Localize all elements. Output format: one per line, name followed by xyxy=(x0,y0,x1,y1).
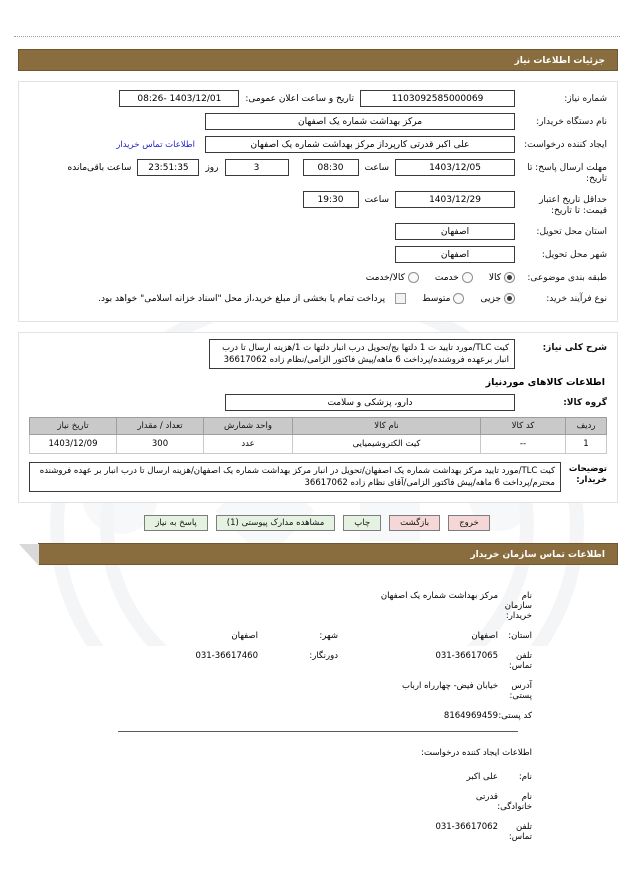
remaining-days-field: 3 xyxy=(225,159,289,176)
radio-subject-khedmat[interactable] xyxy=(462,272,473,283)
need-summary-field[interactable]: کیت TLC/مورد تایید ت 1 دلتها بج/تحویل درب انبار دلتها ت 1/هزینه ارسال تا درب انبار برعهده فروشنده/پرداخت 6 ماهه/پیش فاکتور الزامی/نظام زاده 36617062 xyxy=(209,339,515,369)
row-buyer-comments xyxy=(29,462,607,492)
row-need-number xyxy=(29,90,607,107)
row-response-deadline xyxy=(29,159,607,185)
print-button[interactable]: چاپ xyxy=(343,515,381,531)
radio-purchase-jozii[interactable] xyxy=(504,293,515,304)
radio-purchase-motavaset-label: متوسط xyxy=(422,293,451,304)
treasury-checkbox-label: پرداخت تمام یا بخشی از مبلغ خرید،از محل "اسناد خزانه اسلامی" خواهد بود. xyxy=(98,293,386,304)
radio-subject-kala[interactable] xyxy=(504,272,515,283)
buyer-org-label: نام دستگاه خریدار: xyxy=(536,117,607,127)
purchase-type-label: نوع فرآیند خرید: xyxy=(546,294,607,304)
row-purchase-type xyxy=(29,290,607,305)
need-number-label: شماره نیاز: xyxy=(564,94,607,104)
days-label: روز xyxy=(205,163,219,173)
hour-label-1: ساعت xyxy=(364,163,389,173)
goods-table-header-row xyxy=(30,418,607,435)
price-validity-time-field[interactable]: 19:30 xyxy=(303,191,359,208)
buyer-org-field[interactable]: مرکز بهداشت شماره یک اصفهان xyxy=(205,113,515,130)
radio-subject-kala-khedmat-label: کالا/خدمت xyxy=(365,272,405,283)
cell-name: کیت الکتروشیمیایی xyxy=(293,435,481,454)
price-validity-date-field[interactable]: 1403/12/29 xyxy=(395,191,515,208)
buyer-comments-field[interactable]: کیت TLC/مورد تایید مرکز بهداشت شماره یک اصفهان/تحویل در انبار مرکز بهداشت شماره یک اصفهان/هزینه ارسال تا درب انبار بر عهده فروشنده محترم/پرداخت 6 ماهه/پیش فاکتور الزامی/آقای نظام زاده 36617062 xyxy=(29,462,561,492)
creator-phone-label: تلفن تماس: xyxy=(508,822,532,842)
creator-last-name-label: نام خانوادگی: xyxy=(497,792,532,812)
buyer-contact-title: اطلاعات تماس سازمان خریدار xyxy=(470,550,605,560)
buyer-comments-label: توضیحات خریدار: xyxy=(568,464,607,485)
delivery-province-label: استان محل تحویل: xyxy=(536,227,607,237)
row-province-city xyxy=(18,631,618,641)
radio-subject-kala-khedmat[interactable] xyxy=(408,272,419,283)
col-unit: واحد شمارش xyxy=(204,418,293,435)
top-divider xyxy=(14,36,620,37)
row-phone-fax xyxy=(18,651,618,671)
purchase-type-options xyxy=(98,290,515,304)
row-org-name xyxy=(18,591,618,621)
row-subject-class xyxy=(29,269,607,284)
delivery-city-label: شهر محل تحویل: xyxy=(541,250,607,260)
row-goods-group xyxy=(29,394,607,411)
row-address xyxy=(18,681,618,701)
creator-label: ایجاد کننده درخواست: xyxy=(524,140,607,150)
buyer-contact-section xyxy=(18,581,618,842)
radio-purchase-motavaset[interactable] xyxy=(453,293,464,304)
treasury-checkbox[interactable] xyxy=(395,293,406,304)
delivery-province-field[interactable]: اصفهان xyxy=(395,223,515,240)
need-details-header xyxy=(18,49,618,71)
goods-group-label: گروه کالا: xyxy=(563,398,607,408)
city-label: شهر: xyxy=(319,631,338,641)
remaining-time-field: 23:51:35 xyxy=(137,159,199,176)
col-need-date: تاریخ نیاز xyxy=(30,418,117,435)
goods-table xyxy=(29,417,607,454)
public-announce-label: تاریخ و ساعت اعلان عمومی: xyxy=(245,94,354,104)
goods-info-title: اطلاعات کالاهای موردنیاز xyxy=(485,377,605,388)
row-creator xyxy=(29,136,607,153)
row-need-summary xyxy=(29,339,607,369)
postal-code-label: کد پستی: xyxy=(498,711,532,721)
delivery-city-field[interactable]: اصفهان xyxy=(395,246,515,263)
org-name-label: نام سازمان خریدار: xyxy=(504,591,532,621)
goods-group-field[interactable]: دارو، پزشکی و سلامت xyxy=(225,394,515,411)
cell-code: -- xyxy=(481,435,566,454)
creator-first-name-label: نام: xyxy=(518,772,532,782)
hour-label-2: ساعت xyxy=(364,195,389,205)
phone-label: تلفن تماس: xyxy=(508,651,532,671)
fax-label: دورنگار: xyxy=(309,651,338,661)
cell-unit: عدد xyxy=(204,435,293,454)
row-price-validity xyxy=(29,191,607,217)
respond-to-need-button[interactable]: پاسخ به نیاز xyxy=(144,515,208,531)
cell-quantity: 300 xyxy=(117,435,204,454)
response-deadline-time-field[interactable]: 08:30 xyxy=(303,159,359,176)
action-button-bar xyxy=(0,515,634,531)
response-deadline-date-field[interactable]: 1403/12/05 xyxy=(395,159,515,176)
goods-panel xyxy=(18,332,618,503)
address-label: آدرس پستی: xyxy=(509,681,532,701)
row-creator-phone xyxy=(18,822,618,842)
row-creator-last-name xyxy=(18,792,618,812)
creator-contact-title: اطلاعات ایجاد کننده درخواست: xyxy=(421,748,532,758)
price-validity-label: حداقل تاریخ اعتبار قیمت: تا تاریخ: xyxy=(539,195,607,216)
row-buyer-org xyxy=(29,113,607,130)
need-details-title: جزئیات اطلاعات نیاز xyxy=(514,56,605,66)
radio-subject-khedmat-label: خدمت xyxy=(434,272,459,283)
public-announce-field[interactable]: 1403/12/01 -08:26 xyxy=(119,90,239,107)
creator-phone-value: 031-36617062 xyxy=(435,822,498,832)
province-value: اصفهان xyxy=(471,631,498,641)
contact-divider xyxy=(118,731,518,732)
row-creator-first-name xyxy=(18,772,618,782)
city-value: اصفهان xyxy=(231,631,258,641)
need-number-field[interactable]: 1103092585000069 xyxy=(360,90,515,107)
subject-class-label: طبقه بندی موضوعی: xyxy=(527,273,607,283)
fold-corner-icon xyxy=(19,544,39,566)
exit-button[interactable]: خروج xyxy=(448,515,490,531)
creator-first-name-value: علی اکبر xyxy=(466,772,498,782)
subject-class-options xyxy=(366,269,515,283)
response-deadline-label: مهلت ارسال پاسخ: تا تاریخ: xyxy=(527,163,607,184)
col-quantity: تعداد / مقدار xyxy=(117,418,204,435)
org-name-value: مرکز بهداشت شماره یک اصفهان xyxy=(380,591,498,601)
radio-purchase-jozii-label: جزیی xyxy=(480,293,501,304)
buyer-contact-link[interactable]: اطلاعات تماس خریدار xyxy=(116,140,195,150)
col-code: کد کالا xyxy=(481,418,566,435)
col-name: نام کالا xyxy=(293,418,481,435)
creator-last-name-value: قدرتی xyxy=(475,792,498,802)
page-root xyxy=(0,36,634,896)
row-delivery-city xyxy=(29,246,607,263)
province-label: استان: xyxy=(508,631,532,641)
table-row[interactable] xyxy=(30,435,607,454)
need-summary-label: شرح کلی نیاز: xyxy=(542,343,607,353)
row-delivery-province xyxy=(29,223,607,240)
phone-value: 031-36617065 xyxy=(435,651,498,661)
col-row: ردیف xyxy=(566,418,607,435)
creator-field[interactable]: علی اکبر قدرتی کارپرداز مرکز بهداشت شماره یک اصفهان xyxy=(205,136,515,153)
need-details-panel xyxy=(18,81,618,322)
postal-code-value: 8164969459 xyxy=(443,711,498,721)
address-value: خیابان فیض- چهارراه ارباب xyxy=(401,681,498,691)
back-button[interactable]: بازگشت xyxy=(389,515,440,531)
row-postal-code xyxy=(18,711,618,721)
remaining-suffix-label: ساعت باقی‌مانده xyxy=(67,163,132,173)
cell-row: 1 xyxy=(566,435,607,454)
radio-subject-kala-label: کالا xyxy=(488,272,501,283)
view-attachments-button[interactable]: مشاهده مدارک پیوستی (1) xyxy=(216,515,335,531)
fax-value: 031-36617460 xyxy=(195,651,258,661)
cell-need-date: 1403/12/09 xyxy=(30,435,117,454)
buyer-contact-header xyxy=(38,543,618,565)
